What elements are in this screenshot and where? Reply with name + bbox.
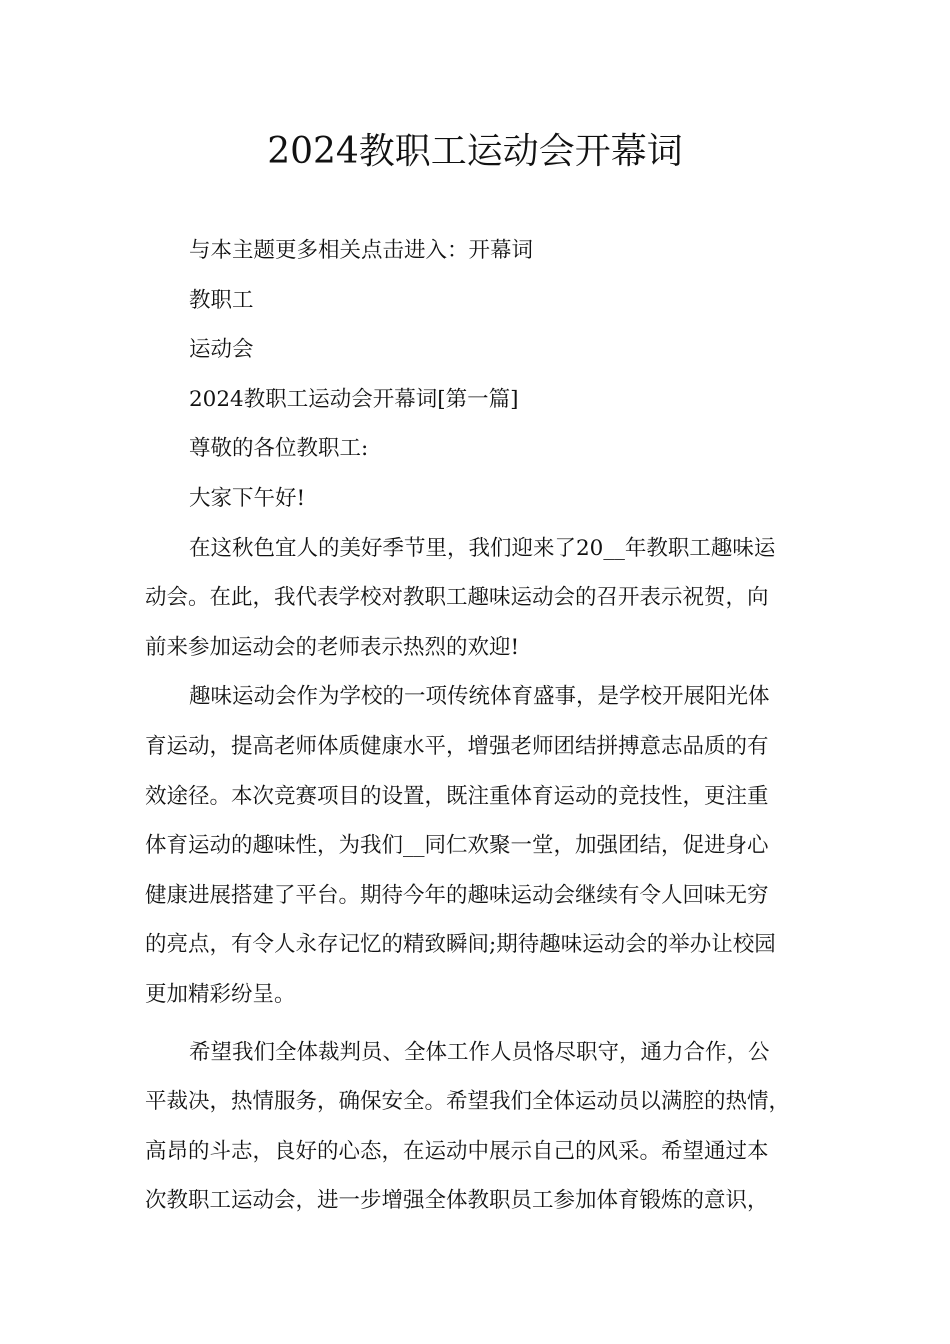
tag-line: 运动会 <box>189 337 254 363</box>
tag-line: 教职工 <box>189 287 254 313</box>
paragraph-line: 平裁决，热情服务，确保安全。希望我们全体运动员以满腔的热情， <box>145 1089 791 1115</box>
greeting: 大家下午好! <box>189 485 306 511</box>
paragraph-line: 次教职工运动会，进一步增强全体教职员工参加体育锻炼的意识， <box>145 1188 769 1214</box>
paragraph-line: 效途径。本次竞赛项目的设置，既注重体育运动的竞技性，更注重 <box>145 783 769 809</box>
paragraph-line: 育运动，提高老师体质健康水平，增强老师团结拼搏意志品质的有 <box>145 733 769 759</box>
paragraph-line: 动会。在此，我代表学校对教职工趣味运动会的召开表示祝贺，向 <box>145 585 769 611</box>
paragraph-line: 的亮点，有令人永存记忆的精致瞬间;期待趣味运动会的举办让校园 <box>145 932 776 958</box>
paragraph-line: 健康进展搭建了平台。期待今年的趣味运动会继续有令人回味无穷 <box>145 882 769 908</box>
paragraph-line: 前来参加运动会的老师表示热烈的欢迎! <box>145 634 520 660</box>
paragraph-line: 趣味运动会作为学校的一项传统体育盛事，是学校开展阳光体 <box>189 684 770 710</box>
paragraph-gap <box>145 1020 810 1028</box>
document-body <box>145 226 810 1226</box>
document-title: 2024教职工运动会开幕词 <box>267 131 683 172</box>
section-heading: 2024教职工运动会开幕词[第一篇] <box>189 386 519 412</box>
paragraph-line: 高昂的斗志，良好的心态，在运动中展示自己的风采。希望通过本 <box>145 1138 769 1164</box>
salutation: 尊敬的各位教职工: <box>189 436 369 462</box>
paragraph-line: 在这秋色宜人的美好季节里，我们迎来了20__年教职工趣味运 <box>189 535 776 561</box>
related-topics-line: 与本主题更多相关点击进入：开幕词 <box>189 238 534 263</box>
paragraph-line: 更加精彩纷呈。 <box>145 981 296 1007</box>
paragraph-line: 体育运动的趣味性，为我们__同仁欢聚一堂，加强团结，促进身心 <box>145 833 769 859</box>
paragraph-line: 希望我们全体裁判员、全体工作人员恪尽职守，通力合作，公 <box>189 1039 770 1065</box>
